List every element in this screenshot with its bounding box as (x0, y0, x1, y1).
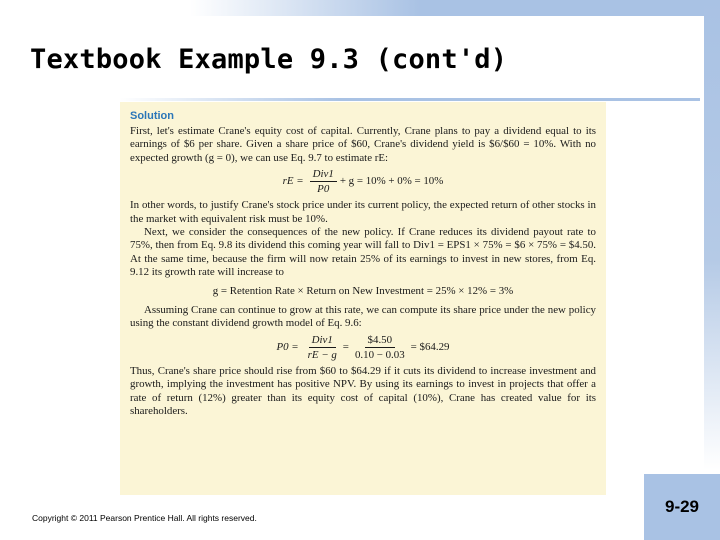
right-accent-bar (704, 0, 720, 470)
eq3-numerator-1: Div1 (309, 334, 336, 348)
eq3-fraction-1 (305, 334, 340, 361)
paragraph-share-price: Assuming Crane can continue to grow at this rate, we can compute its share price under the new policy using the constant dividend growth model of Eq. 9.6: (130, 304, 596, 330)
eq1-numerator: Div1 (310, 168, 337, 182)
eq1-rhs: + g = 10% + 0% = 10% (339, 175, 444, 188)
eq3-numerator-2: $4.50 (365, 334, 396, 348)
equation-share-price (130, 334, 596, 361)
equation-growth-rate: g = Retention Rate × Return on New Investment = 25% × 12% = 3% (212, 284, 514, 297)
top-accent-bar (0, 0, 720, 16)
solution-heading: Solution (130, 110, 174, 122)
paragraph-new-policy: Next, we consider the consequences of the new policy. If Crane reduces its dividend payout rate to 75%, then from Eq. 9.8 its dividend this coming year will fall to Div1 = EPS1 × 75% = $6 × 75% = $4.50. At the same time, because the firm will now retain 25% of its earnings to invest in new stores, from Eq. 9.12 its growth rate will increase to (130, 226, 596, 279)
eq3-rhs: = $64.29 (410, 340, 450, 353)
equation-equity-cost (130, 168, 596, 195)
eq3-denominator-1: rE − g (307, 348, 337, 361)
eq1-denominator: P0 (317, 183, 330, 196)
solution-box (120, 102, 606, 495)
copyright-notice: Copyright © 2011 Pearson Prentice Hall. All rights reserved. (32, 513, 257, 523)
eq1-lhs: rE = (282, 175, 304, 188)
title-divider (0, 98, 700, 101)
eq3-denominator-2: 0.10 − 0.03 (354, 348, 405, 361)
eq3-lhs: P0 = (276, 340, 299, 353)
eq3-equals: = (342, 340, 349, 353)
paragraph-conclusion: Thus, Crane's share price should rise from $60 to $64.29 if it cuts its dividend to increase investment and growth, implying the investment has positive NPV. By using its earnings to invest in projects that offer a rate of return (12%) greater than its equity cost of capital (10%), Crane has created value for its shareholders. (130, 364, 596, 418)
eq3-fraction-2 (352, 334, 408, 361)
slide-title: Textbook Example 9.3 (cont'd) (30, 44, 508, 75)
paragraph-equity-cost: First, let's estimate Crane's equity cost of capital. Currently, Crane plans to pay a dividend equal to its earnings of $6 per share. Given a share price of $60, Crane's dividend yield is $6/$60 = 10%. With no expected growth (g = 0), we can use Eq. 9.7 to estimate rE: (130, 125, 596, 164)
page-number: 9-29 (664, 497, 700, 516)
paragraph-justify-price: In other words, to justify Crane's stock price under its current policy, the expected return of other stocks in the market with equivalent risk must be 10%. (130, 199, 596, 225)
eq1-fraction (310, 168, 337, 195)
